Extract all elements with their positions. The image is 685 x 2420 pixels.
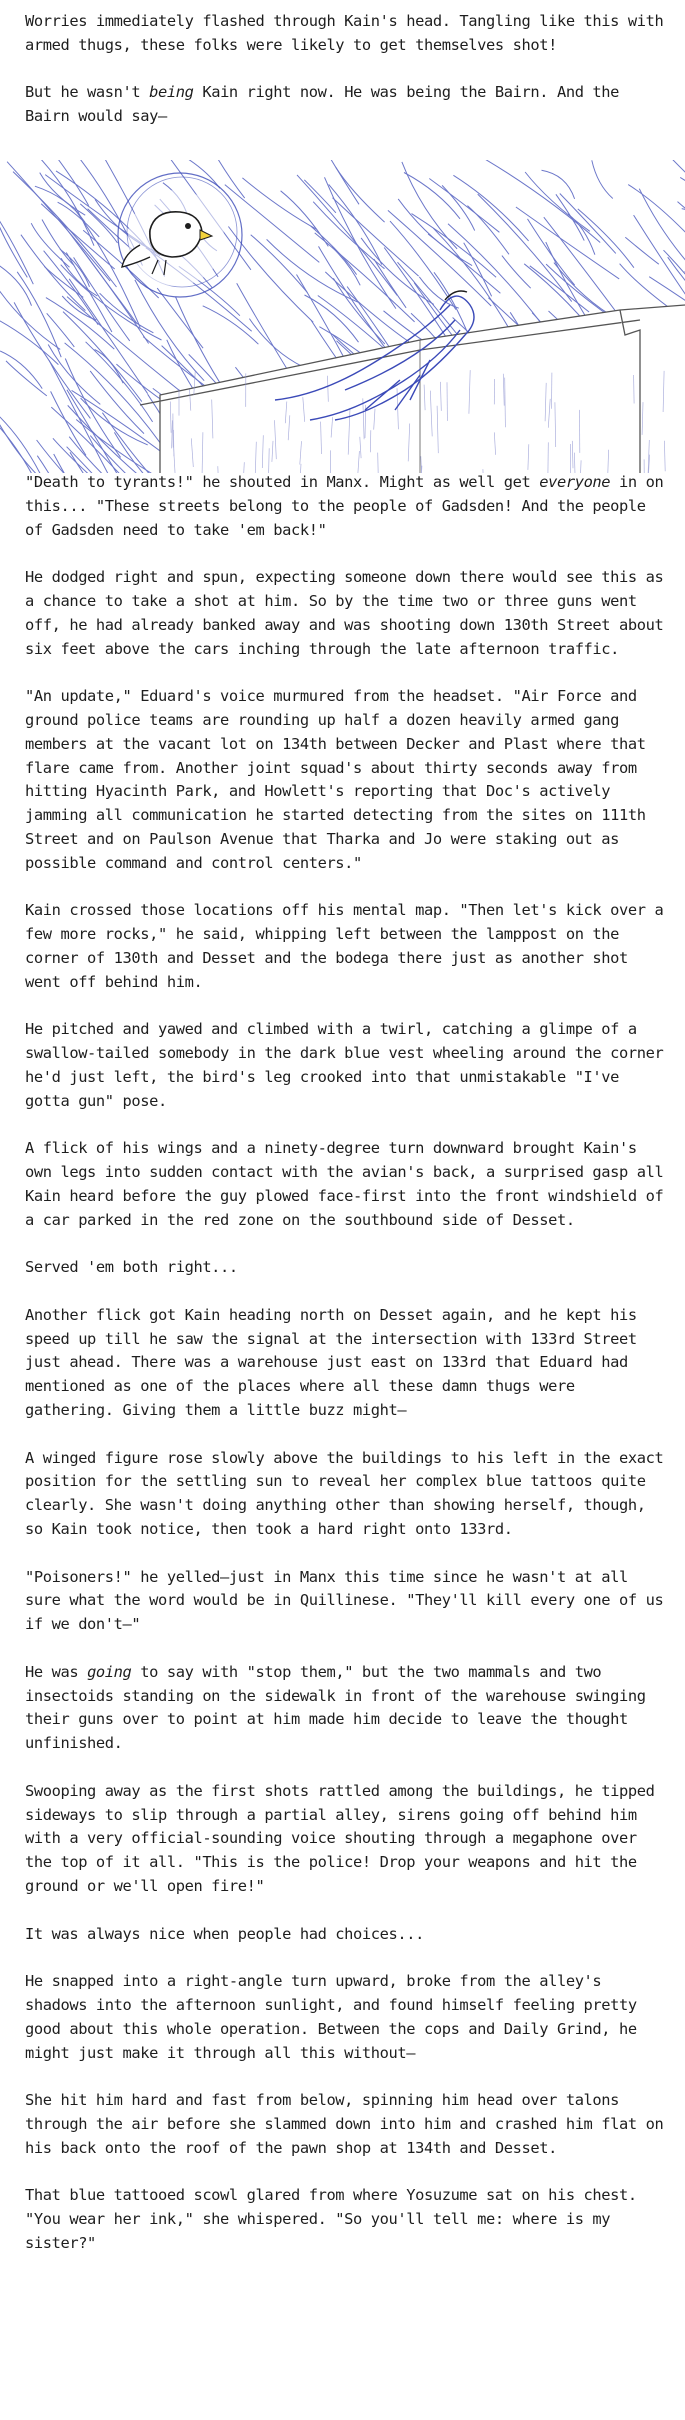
hatch-stroke [242,178,316,229]
paragraph: He snapped into a right-angle turn upward, broke from the alley's shadows into the afternoon sunlight, and found himself feeling pretty good about this whole operation. Between the cops and Daily Grind, he might just make it through all this without— [25,1972,637,2062]
hatch-stroke [42,220,74,266]
hatch-stroke [225,185,319,263]
hatch-stroke [664,160,685,204]
paragraph [25,1661,665,1756]
illustration-panel [0,160,685,473]
paragraph: Served 'em both right... [25,1258,238,1277]
hatch-stroke [625,237,659,264]
hatch-stroke [69,437,174,473]
hatch-stroke [388,210,491,306]
hatch-stroke [560,194,616,254]
building-stroke [634,375,635,404]
hatch-stroke [31,223,69,267]
hatch-stroke [86,342,153,422]
hatch-stroke [228,227,313,323]
hatch-stroke [525,172,590,231]
paragraph: He pitched and yawed and climbed with a twirl, catching a glimpe of a swallow-tailed somebody in the dark blue vest wheeling around the corner he'd just left, the bird's leg crooked into that unmistakable "I've gotta gun" pose. [25,1020,664,1110]
paragraph-text: in on this... "These streets belong to the people of Gadsden! And the people of Gadsden need to take 'em back!" [25,473,664,539]
paragraph [25,81,665,129]
hatch-stroke [680,177,685,259]
hatch-stroke [21,235,86,311]
hatch-stroke [81,398,148,445]
paragraph-text: to say with "stop them," but the two mammals and two insectoids standing on the sidewalk in front of the warehouse swinging their guns over to point at him made him decide to leave the thought unfinished. [25,1662,646,1753]
paragraph-text: "Death to tyrants!" he shouted in Manx. Might as well get [25,473,540,491]
hatch-stroke [678,202,685,271]
paragraph-text: Kain right now. He was being the Bairn. And the Bairn would say— [25,83,620,126]
hatch-stroke [332,247,360,285]
hatch-stroke [327,160,359,204]
paragraph: Another flick got Kain heading north on Desset again, and he kept his speed up till he saw the signal at the intersection with 133rd Street just ahead. There was a warehouse just east on 133rd that Eduard had mentioned as one of the places where all these damn thugs were gathering. Giving them a little buzz might— [25,1305,637,1420]
paragraph: It was always nice when people had choices... [25,1924,424,1943]
text-block-bottom [25,471,665,2256]
hatch-stroke [6,361,47,396]
hatch-stroke [325,177,396,308]
text-block-top [25,10,665,129]
hatch-stroke [53,438,101,473]
hatch-stroke [74,257,130,341]
hatch-stroke [336,167,385,222]
building-silhouette [140,305,685,473]
hatch-stroke [0,424,39,473]
paragraph-text: But he wasn't [25,83,150,102]
hatch-stroke [639,189,685,290]
emphasis-text: everyone [539,473,611,491]
hatch-stroke [0,220,33,284]
emphasis-text: being [149,83,194,102]
paragraph: She hit him hard and fast from below, spinning him head over talons through the air before she slammed down into him and crashed him flat on his back onto the roof of the pawn shop at 134th and Desset. [25,2091,664,2157]
paragraph: A winged figure rose slowly above the buildings to his left in the exact position for the settling sun to reveal her complex blue tattoos quite clearly. She wasn't doing anything other than showing herself, though, so Kain took notice, then took a hard right onto 133rd. [25,1448,664,1539]
hatch-stroke [203,306,259,344]
hatch-stroke [315,233,415,322]
hatch-stroke [333,198,419,276]
hatch-stroke [592,160,613,198]
hatch-stroke [0,409,45,473]
hatch-stroke [218,160,245,198]
emphasis-text: going [87,1662,132,1681]
hatch-stroke [251,235,308,293]
hatch-stroke [628,185,685,243]
hatch-stroke [398,199,472,266]
hatch-stroke [37,440,114,473]
hatch-stroke [530,266,589,312]
paragraph: That blue tattooed scowl glared from where Yosuzume sat on his chest. "You wear her ink," she whispered. "So you'll tell me: where is my sister?" [25,2186,637,2252]
paragraph: "Poisoners!" he yelled—just in Manx this time since he wasn't at all sure what the word would be in Quillinese. "They'll kill every one of us if we don't—" [25,1567,664,1634]
hatch-stroke [0,351,42,389]
hatch-stroke [58,202,100,237]
hatch-stroke [174,160,220,188]
hatch-stroke [502,256,531,289]
paragraph: A flick of his wings and a ninety-degree turn downward brought Kain's own legs into sudden contact with the avian's back, a surprised gasp all Kain heard before the guy plowed face-first into the front windshield of a car parked in the red zone on the southbound side of Desset. [25,1139,664,1229]
hatch-stroke [0,311,58,365]
hatch-stroke [325,272,409,342]
paragraph: He dodged right and spun, expecting someone down there would see this as a chance to take a shot at him. So by the time two or three guns went off, he had already banked away and was shooting down 130th Street about six feet above the cars inching through the late afternoon traffic. [25,568,664,658]
hatch-stroke [542,170,575,199]
hatch-stroke [0,210,27,277]
hatch-stroke [267,239,358,302]
hatch-stroke [433,228,512,335]
paragraph: Worries immediately flashed through Kain's head. Tangling like this with armed thugs, these folks were likely to get themselves shot! [25,12,664,54]
paragraph: Swooping away as the first shots rattled among the buildings, he tipped sideways to slip through a partial alley, sirens going off behind him with a very official-sounding voice shouting through a megaphone over the top of it all. "This is the police! Drop your weapons and hit the ground or we'll open fire!" [25,1781,655,1896]
hatch-stroke [68,405,145,473]
hatch-stroke [304,180,336,213]
hatch-stroke [318,296,385,349]
paragraph: Kain crossed those locations off his mental map. "Then let's kick over a few more rocks," he said, whipping left between the lamppost on the corner of 130th and Desset and the bodega there just as another shot went off behind him. [25,901,664,991]
hatch-stroke [329,184,382,264]
hatch-stroke [0,269,60,350]
hatch-stroke [0,262,32,306]
hatch-stroke [65,343,170,457]
paragraph [25,471,665,542]
paragraph: "An update," Eduard's voice murmured from the headset. "Air Force and ground police teams are rounding up half a dozen heavily armed gang members at the vacant lot on 134th between Decker and Plast where that flare came from. Another joint squad's about thirty seconds away from hitting Hyacinth Park, and Howlett's reporting that Doc's actively jamming all communication he started detecting from the sites on 111th Street and on Paulson Avenue that Tharka and Jo were staking out as possible command and control centers." [25,687,646,872]
hatch-stroke [63,312,142,402]
paragraph-text: He was [25,1662,88,1681]
sketch-illustration-icon [0,160,685,473]
hatch-stroke [516,207,619,279]
hatch-stroke [578,209,634,268]
